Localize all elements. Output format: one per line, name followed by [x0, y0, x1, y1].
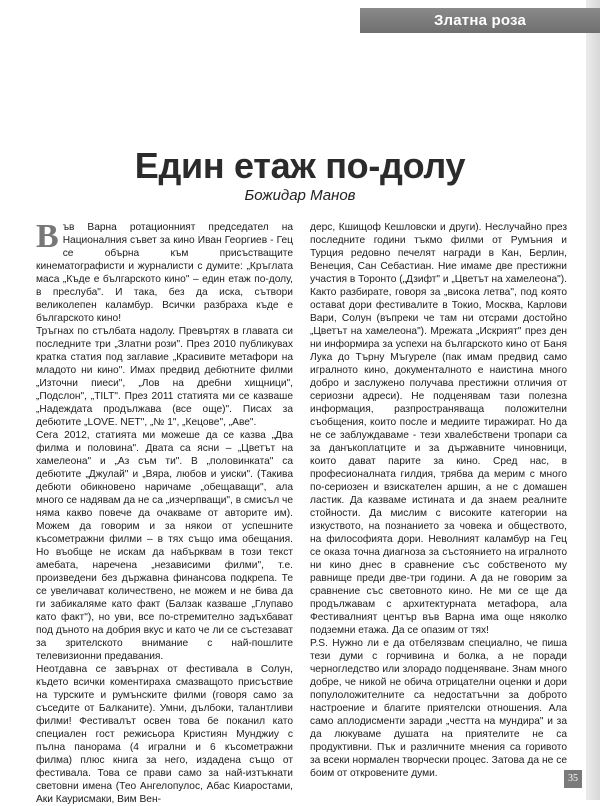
paragraph: Тръгнах по стълбата надолу. Превъртях в главата си последните три „Златни рози". През 2010 публикувах кратка статия под заглавие „Красивите метафори на младото ни кино". Имах предвид дебютните филми „Източни пиеси", „Лов на дребни хищници", „Подслон", „TILT". През 2011 статията ми се казваше „Надеждата продължава (все още)". Писах за дебютите „LOVE. NET", „№ 1", „Кецове", „Аве".	[36, 326, 293, 428]
paragraph: Сега 2012, статията ми можеше да се казва „Два филма и половина". Двата са ясни – „Цветът на хамелеона" и „Аз съм ти". В „половинката" са дебютите „Джулай" и „Вяра, любов и уиски". (Такива дебюти обикновено наричаме „обещаващи", ала много се надявам да не са „изчерпващи", в смисъл че няма какво повече да очакваме от авторите им). Можем да говорим и за някои от успешните късометражни филми – в тях също има обещания. Но въобще не искам да набърквам в този текст амебата, наречена „независими филми", т.е. произведени без държавна финансова подкрепа. Те се увеличават количествено, не можем и не бива да ги забикаляме като факт (Балзак казваше „Глупаво като факт"), но уви, все по-стремително задъхбават под дъното на добрия вкус и като че ли се състезават за зрителското внимание с най-пошлите телевизионни предавания.	[36, 430, 293, 662]
article-title: Един етаж по-долу	[134, 145, 466, 186]
postscript: P.S. Нужно ли е да отбелязвам специално, че пиша тези думи с горчивина и болка, а не поради черногледство или злорадо подценяване. Знам много добре, че никой не обича отрицателни оценки и дори популоложителните са недостатъчни за доброто настроение и благите приятелски отношения. Ала само аплодисменти заради „честта на мундира" и за да люкуваме душата на приятелите не са продуктивни. Пък и различните мнения са горивото за всеки нормален творчески процес. Затова да не се боим от откровените думи.	[310, 638, 567, 779]
section-header: Златна роза	[360, 8, 600, 33]
article-author: Божидар Манов	[244, 187, 356, 204]
paragraph: ъв Варна ротационният председател на Националния съвет за кино Иван Георгиев - Гец се обърна към присъстващите кинематографисти и журналисти с думите: „Кръглата маса „Къде е българското кино" – един етаж по-долу, в преслуба". И така, без да иска, сътвори великолепен каламбур. Всички разбраха къде е българското кино!	[36, 222, 293, 324]
page-number: 35	[564, 770, 582, 788]
paragraph: Неотдавна се завърнах от фестивала в Солун, където всички коментираха смазващото присъствие на турските и румънските филми (говоря само за съседите от Балканите). Умни, дълбоки, талантливи филми! Фестивалът освен това бе поканил като специален гост режисьора Кристиян Мунджиу с пълна панорама (4 игрални и 6 късометражни филма) плюс книга за него, издадена също от фестивала. Това се прави само за най-изтъкнати световни имена (Тео Ангелопулос, Абас Киаростами, Аки Каурисмаки, Вим Вен-	[36, 664, 293, 805]
left-column	[36, 218, 293, 806]
drop-cap: В	[36, 218, 59, 255]
paragraph: дерс, Кшищоф Кешловски и други). Неслучайно през последните години тъкмо филми от Румъния и Турция редовно печелят награди в Кан, Берлин, Венеция, Сан Себастиан. Ние имаме две престижни участия в Торонто („Дзифт" и „Цветът на хамелеона"). Както разбирате, говоря за „висока летва", под която оставаt дори фестивалите в Токио, Москва, Карлови Вари, Солун (въпреки че там ни отсрами достойно „Цветът на хамелеона"). Мрежата „Искрият" през ден ни информира за успехи на българското кино от Баня Лука до Търну Мъгуреле (пак имам предвид само игралното кино, документалното е наистина много добро и заслужено получава престижни отличия от сериозни адреси). Не подценявам тази полезна информация, разпространяваща положителни съобщения, които после и медиите тиражират. Но да не се заблуждаваме - тези хвалебствени тропари са за данъкоплатците и за държавните чиновници, които дават парите за кино. Сред нас, в професионалната гилдия, трябва да мерим с много по-сериозен и взискателен аршин, а не с домашен ластик. Да казваме истината и да знаем реалните стойности. Да мислим с високите категории на изкуството, на познанието за човека и обществото, на философията дори. Неволният каламбур на Гец се оказа точна диагноза за състоянието на игралното ни кино днес в сравнение със собственото му равнище преди две-три години. А да не говорим за сравнение със световното кино. Не ми се ще да продължавам с архитектурната метафора, ала Фестивалният център във Варна има още няколко подземни етажа. Да се опазим от тях!	[310, 222, 567, 636]
page-edge	[586, 0, 600, 800]
right-column	[310, 221, 567, 780]
